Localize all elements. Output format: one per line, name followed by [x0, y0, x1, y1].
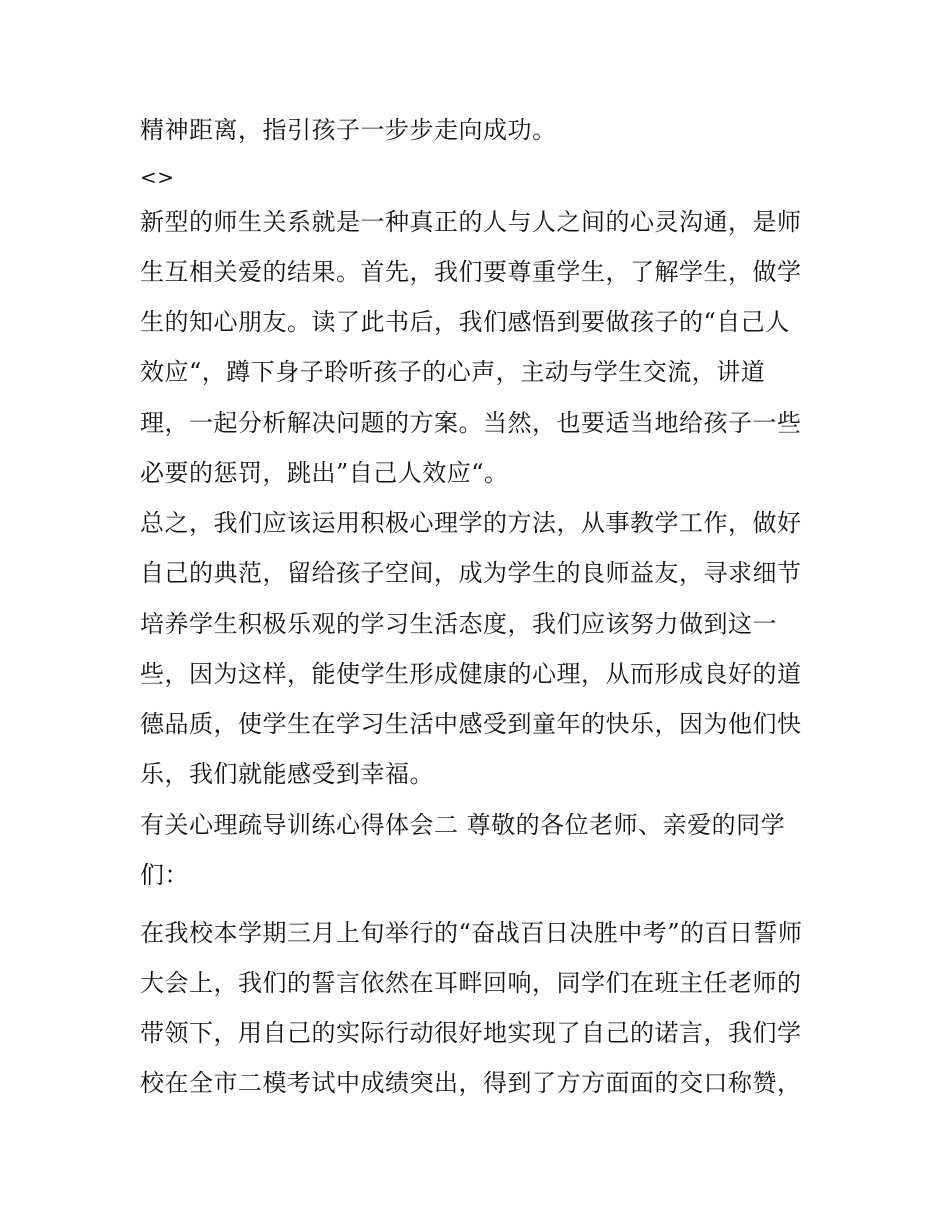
- text-line: 必要的惩罚，跳出”自己人效应“。: [140, 459, 509, 487]
- text-line: 带领下，用自己的实际行动很好地实现了自己的诺言，我们学: [140, 1019, 802, 1047]
- text-line: 总之，我们应该运用积极心理学的方法，从事教学工作，做好: [140, 509, 802, 537]
- text-line: 有关心理疏导训练心得体会二 尊敬的各位老师、亲爱的同学: [140, 811, 786, 839]
- text-line: 乐，我们就能感受到幸福。: [140, 760, 434, 788]
- text-line: <>: [140, 165, 175, 189]
- text-line: 理，一起分析解决问题的方案。当然，也要适当地给孩子一些: [140, 409, 802, 437]
- text-line: 生的知心朋友。读了此书后，我们感悟到要做孩子的“自己人: [140, 308, 790, 336]
- text-line: 在我校本学期三月上旬举行的“奋战百日决胜中考”的百日誓师: [140, 919, 803, 947]
- text-line: 校在全市二模考试中成绩突出，得到了方方面面的交口称赞，: [140, 1069, 802, 1097]
- text-line: 培养学生积极乐观的学习生活态度，我们应该努力做到这一: [140, 610, 777, 638]
- text-line: 大会上，我们的誓言依然在耳畔回响，同学们在班主任老师的: [140, 969, 802, 997]
- text-line: 精神距离，指引孩子一步步走向成功。: [140, 116, 557, 144]
- text-line: 自己的典范，留给孩子空间，成为学生的良师益友，寻求细节: [140, 559, 802, 587]
- text-line: 些，因为这样，能使学生形成健康的心理，从而形成良好的道: [140, 660, 802, 688]
- text-line: 新型的师生关系就是一种真正的人与人之间的心灵沟通，是师: [140, 208, 802, 236]
- text-line: 效应“，蹲下身子聆听孩子的心声，主动与学生交流，讲道: [140, 358, 766, 386]
- text-line: 们：: [140, 861, 189, 889]
- text-line: 德品质，使学生在学习生活中感受到童年的快乐，因为他们快: [140, 710, 802, 738]
- text-line: 生互相关爱的结果。首先，我们要尊重学生，了解学生，做学: [140, 258, 802, 286]
